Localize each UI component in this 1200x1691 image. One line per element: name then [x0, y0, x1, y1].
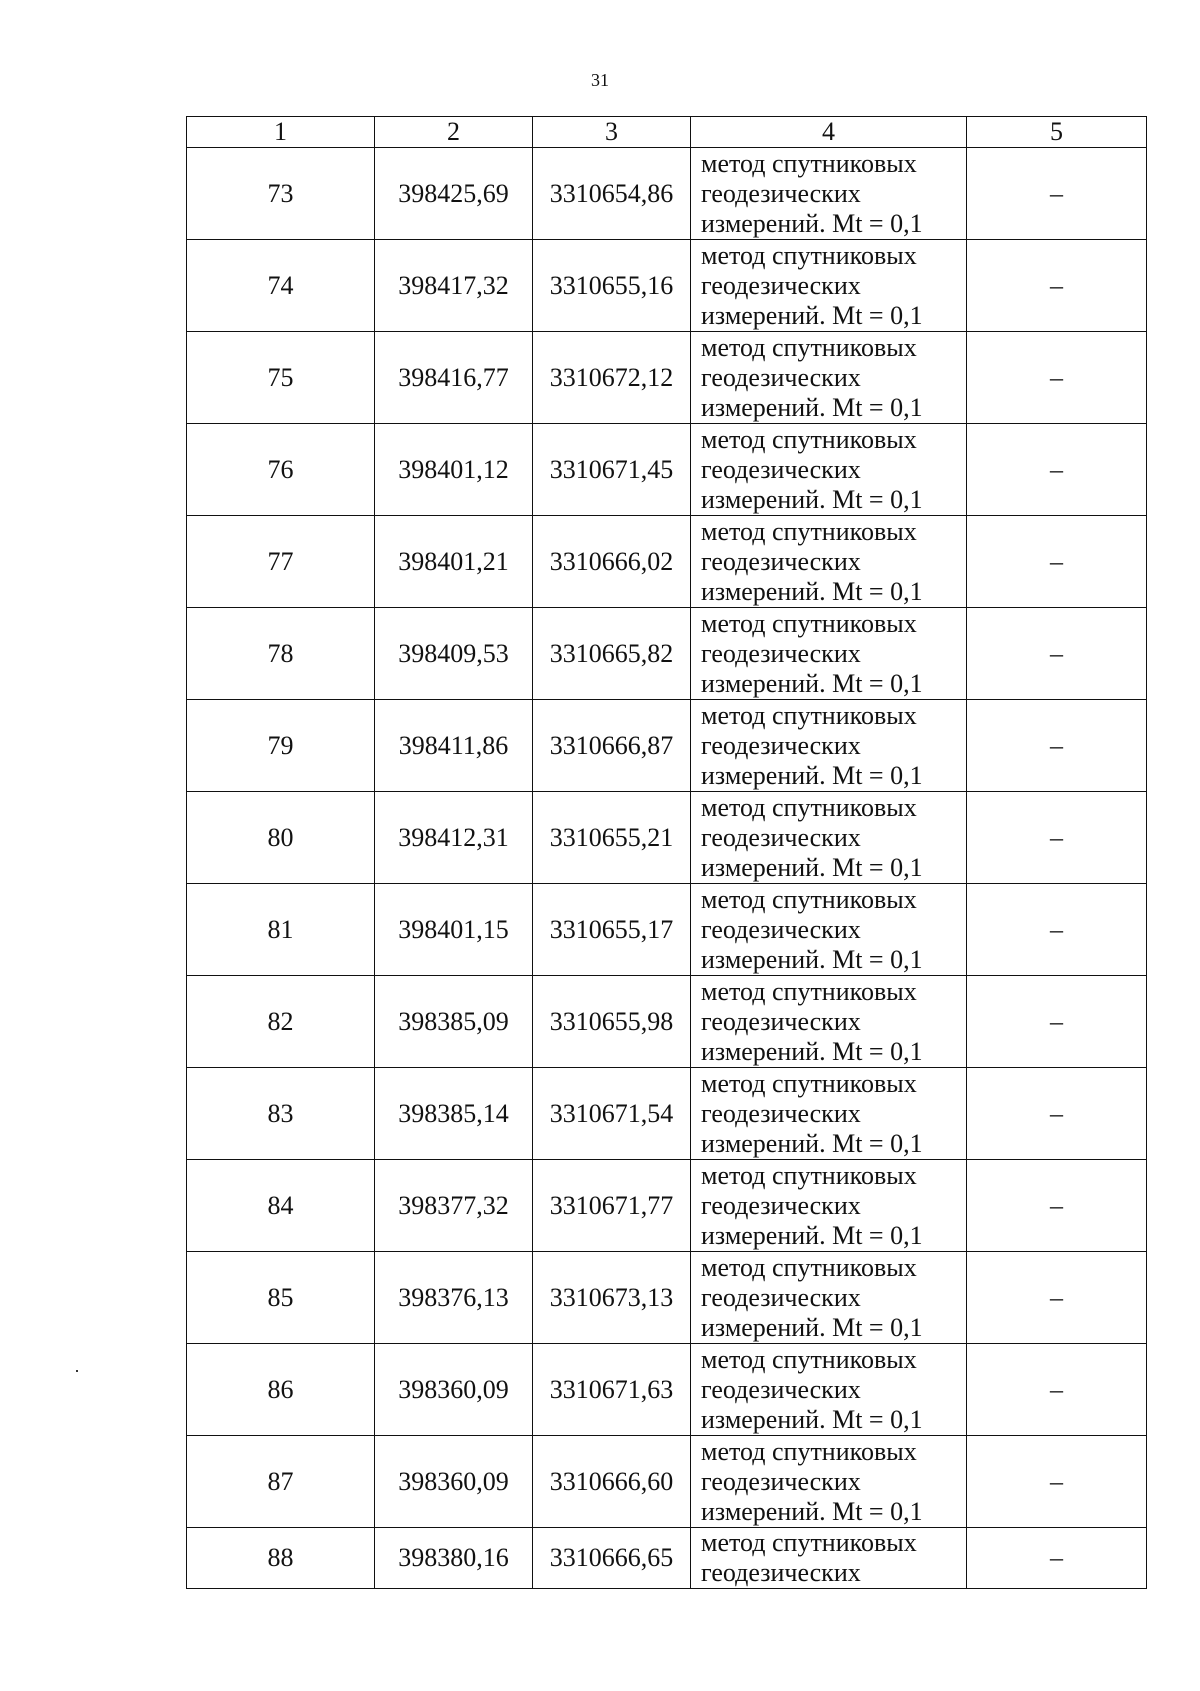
- method-cell: [691, 976, 967, 1068]
- method-line: геодезических: [701, 1374, 861, 1404]
- column-header-2: 2: [375, 117, 533, 148]
- note-cell: –: [967, 332, 1147, 424]
- table-row: [187, 240, 1147, 332]
- method-cell: [691, 332, 967, 424]
- table-body: [187, 148, 1147, 1589]
- x-coordinate-cell: 398409,53: [375, 608, 533, 700]
- point-number-cell: 74: [187, 240, 375, 332]
- table-row: [187, 1344, 1147, 1436]
- method-line: геодезических: [701, 1190, 861, 1220]
- note-cell: –: [967, 976, 1147, 1068]
- note-cell: –: [967, 148, 1147, 240]
- coordinates-table: [186, 116, 1147, 1589]
- note-cell: –: [967, 608, 1147, 700]
- x-coordinate-cell: 398417,32: [375, 240, 533, 332]
- method-line: метод спутниковых: [701, 148, 917, 178]
- method-line: геодезических: [701, 638, 861, 668]
- x-coordinate-cell: 398380,16: [375, 1528, 533, 1589]
- y-coordinate-cell: 3310666,60: [533, 1436, 691, 1528]
- scan-artifact-dot: [76, 1370, 78, 1372]
- y-coordinate-cell: 3310654,86: [533, 148, 691, 240]
- table-row: [187, 1252, 1147, 1344]
- method-line: измерений. Mt = 0,1: [701, 300, 923, 330]
- y-coordinate-cell: 3310671,45: [533, 424, 691, 516]
- method-line: метод спутниковых: [701, 884, 917, 914]
- y-coordinate-cell: 3310671,77: [533, 1160, 691, 1252]
- table-row: [187, 976, 1147, 1068]
- point-number-cell: 80: [187, 792, 375, 884]
- table-row: [187, 792, 1147, 884]
- table-row: [187, 608, 1147, 700]
- y-coordinate-cell: 3310666,02: [533, 516, 691, 608]
- method-line: геодезических: [701, 546, 861, 576]
- x-coordinate-cell: 398425,69: [375, 148, 533, 240]
- column-header-5: 5: [967, 117, 1147, 148]
- method-line: геодезических: [701, 1006, 861, 1036]
- point-number-cell: 88: [187, 1528, 375, 1589]
- note-cell: –: [967, 1252, 1147, 1344]
- point-number-cell: 84: [187, 1160, 375, 1252]
- table-row: [187, 1068, 1147, 1160]
- y-coordinate-cell: 3310655,98: [533, 976, 691, 1068]
- method-line: измерений. Mt = 0,1: [701, 1220, 923, 1250]
- table-row: [187, 516, 1147, 608]
- x-coordinate-cell: 398401,15: [375, 884, 533, 976]
- note-cell: –: [967, 1160, 1147, 1252]
- method-line: измерений. Mt = 0,1: [701, 944, 923, 974]
- note-cell: –: [967, 1344, 1147, 1436]
- method-line: измерений. Mt = 0,1: [701, 668, 923, 698]
- method-line: геодезических: [701, 1558, 861, 1587]
- table-row: [187, 884, 1147, 976]
- method-line: метод спутниковых: [701, 516, 917, 546]
- table-row: [187, 700, 1147, 792]
- method-line: геодезических: [701, 454, 861, 484]
- point-number-cell: 81: [187, 884, 375, 976]
- method-cell: [691, 1436, 967, 1528]
- table-row: [187, 1160, 1147, 1252]
- method-line: измерений. Mt = 0,1: [701, 576, 923, 606]
- point-number-cell: 75: [187, 332, 375, 424]
- method-cell: [691, 700, 967, 792]
- method-line: измерений. Mt = 0,1: [701, 208, 923, 238]
- method-line: измерений. Mt = 0,1: [701, 1496, 923, 1526]
- table-row: [187, 1528, 1147, 1589]
- point-number-cell: 76: [187, 424, 375, 516]
- y-coordinate-cell: 3310671,63: [533, 1344, 691, 1436]
- method-cell: [691, 1528, 967, 1589]
- y-coordinate-cell: 3310671,54: [533, 1068, 691, 1160]
- method-line: измерений. Mt = 0,1: [701, 392, 923, 422]
- method-cell: [691, 608, 967, 700]
- method-line: метод спутниковых: [701, 976, 917, 1006]
- y-coordinate-cell: 3310655,21: [533, 792, 691, 884]
- method-cell: [691, 1160, 967, 1252]
- table-row: [187, 148, 1147, 240]
- method-line: геодезических: [701, 822, 861, 852]
- x-coordinate-cell: 398360,09: [375, 1436, 533, 1528]
- y-coordinate-cell: 3310672,12: [533, 332, 691, 424]
- method-line: геодезических: [701, 362, 861, 392]
- y-coordinate-cell: 3310666,65: [533, 1528, 691, 1589]
- method-line: измерений. Mt = 0,1: [701, 760, 923, 790]
- note-cell: –: [967, 1436, 1147, 1528]
- x-coordinate-cell: 398412,31: [375, 792, 533, 884]
- method-line: измерений. Mt = 0,1: [701, 484, 923, 514]
- x-coordinate-cell: 398401,21: [375, 516, 533, 608]
- method-line: геодезических: [701, 914, 861, 944]
- method-line: геодезических: [701, 730, 861, 760]
- y-coordinate-cell: 3310655,17: [533, 884, 691, 976]
- note-cell: –: [967, 240, 1147, 332]
- method-line: метод спутниковых: [701, 700, 917, 730]
- method-line: измерений. Mt = 0,1: [701, 1312, 923, 1342]
- point-number-cell: 78: [187, 608, 375, 700]
- method-line: геодезических: [701, 270, 861, 300]
- method-line: метод спутниковых: [701, 1068, 917, 1098]
- method-line: метод спутниковых: [701, 332, 917, 362]
- note-cell: –: [967, 792, 1147, 884]
- x-coordinate-cell: 398385,09: [375, 976, 533, 1068]
- method-line: измерений. Mt = 0,1: [701, 852, 923, 882]
- x-coordinate-cell: 398401,12: [375, 424, 533, 516]
- method-line: метод спутниковых: [701, 608, 917, 638]
- method-line: измерений. Mt = 0,1: [701, 1128, 923, 1158]
- method-line: геодезических: [701, 1466, 861, 1496]
- point-number-cell: 85: [187, 1252, 375, 1344]
- method-cell: [691, 240, 967, 332]
- method-cell: [691, 148, 967, 240]
- method-line: метод спутниковых: [701, 424, 917, 454]
- method-line: метод спутниковых: [701, 240, 917, 270]
- method-line: метод спутниковых: [701, 1252, 917, 1282]
- x-coordinate-cell: 398360,09: [375, 1344, 533, 1436]
- method-cell: [691, 1344, 967, 1436]
- method-cell: [691, 792, 967, 884]
- method-cell: [691, 1068, 967, 1160]
- point-number-cell: 79: [187, 700, 375, 792]
- note-cell: –: [967, 884, 1147, 976]
- method-line: метод спутниковых: [701, 792, 917, 822]
- table-header-row: [187, 117, 1147, 148]
- x-coordinate-cell: 398385,14: [375, 1068, 533, 1160]
- method-line: метод спутниковых: [701, 1160, 917, 1190]
- method-line: геодезических: [701, 1098, 861, 1128]
- y-coordinate-cell: 3310665,82: [533, 608, 691, 700]
- method-line: измерений. Mt = 0,1: [701, 1404, 923, 1434]
- y-coordinate-cell: 3310673,13: [533, 1252, 691, 1344]
- point-number-cell: 87: [187, 1436, 375, 1528]
- note-cell: –: [967, 424, 1147, 516]
- method-line: измерений. Mt = 0,1: [701, 1036, 923, 1066]
- table-row: [187, 1436, 1147, 1528]
- page-number: 31: [591, 70, 609, 90]
- table-row: [187, 424, 1147, 516]
- x-coordinate-cell: 398416,77: [375, 332, 533, 424]
- point-number-cell: 82: [187, 976, 375, 1068]
- method-line: геодезических: [701, 178, 861, 208]
- note-cell: –: [967, 516, 1147, 608]
- method-line: метод спутниковых: [701, 1436, 917, 1466]
- table-row: [187, 332, 1147, 424]
- note-cell: –: [967, 1528, 1147, 1589]
- y-coordinate-cell: 3310655,16: [533, 240, 691, 332]
- point-number-cell: 77: [187, 516, 375, 608]
- y-coordinate-cell: 3310666,87: [533, 700, 691, 792]
- x-coordinate-cell: 398376,13: [375, 1252, 533, 1344]
- method-cell: [691, 884, 967, 976]
- method-line: геодезических: [701, 1282, 861, 1312]
- point-number-cell: 86: [187, 1344, 375, 1436]
- method-cell: [691, 516, 967, 608]
- note-cell: –: [967, 700, 1147, 792]
- x-coordinate-cell: 398377,32: [375, 1160, 533, 1252]
- column-header-4: 4: [691, 117, 967, 148]
- point-number-cell: 83: [187, 1068, 375, 1160]
- note-cell: –: [967, 1068, 1147, 1160]
- method-cell: [691, 1252, 967, 1344]
- point-number-cell: 73: [187, 148, 375, 240]
- x-coordinate-cell: 398411,86: [375, 700, 533, 792]
- method-line: метод спутниковых: [701, 1344, 917, 1374]
- method-line: метод спутниковых: [701, 1528, 917, 1557]
- column-header-1: 1: [187, 117, 375, 148]
- method-cell: [691, 424, 967, 516]
- column-header-3: 3: [533, 117, 691, 148]
